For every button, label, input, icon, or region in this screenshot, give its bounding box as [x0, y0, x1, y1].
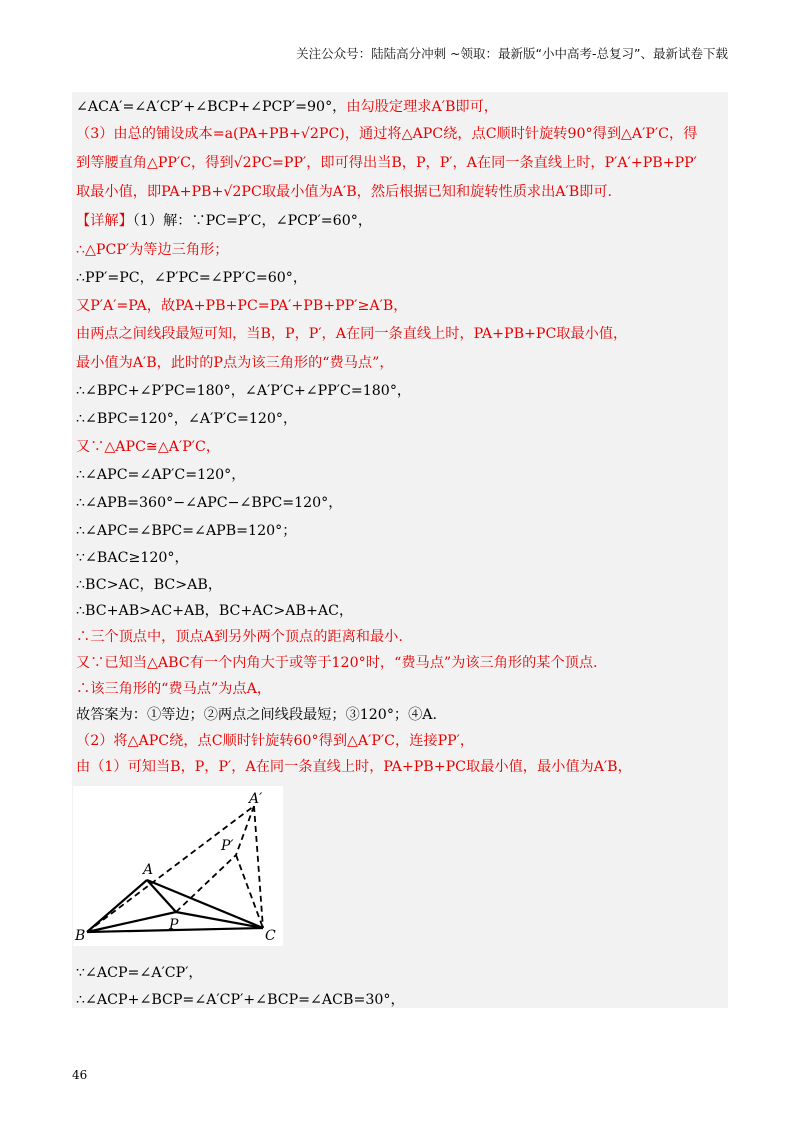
text-line: 故答案为：①等边；②两点之间线段最短；③120°；④A. [76, 707, 438, 723]
solution-content [72, 92, 728, 1008]
text-line: 又∵△APC≅△A′P′C， [76, 439, 221, 455]
text-line: ∴BC+AB>AC+AB，BC+AC>AB+AC， [76, 603, 354, 619]
text-line: 由（1）可知当B，P，P′，A在同一条直线上时，PA+PB+PC取最小值，最小值为A′B， [76, 759, 632, 775]
text-line: ∵∠ACP=∠A′CP′， [76, 965, 203, 981]
text-line: 又∵已知当△ABC有一个内角大于或等于120°时，“费马点”为该三角形的某个顶点. [76, 655, 598, 671]
label-A: A [143, 862, 154, 878]
text-line: ∴∠BPC=120°，∠A′P′C=120°， [76, 411, 298, 427]
segment-AC [147, 880, 263, 928]
label-P-prime: P′ [221, 838, 234, 854]
segment-PA [147, 880, 176, 912]
text-line: ∴三个顶点中，顶点A到另外两个顶点的距离和最小. [76, 629, 403, 645]
text-line: （3）由总的铺设成本=a(PA+PB+√2PC)，通过将△APC绕，点C顺时针旋转90°得到△A′P′C，得 [76, 126, 698, 142]
text-line: ∴∠APC=∠AP′C=120°， [76, 467, 246, 483]
segment-A-prime-C [254, 806, 263, 928]
segment-PC [176, 912, 263, 928]
text-line: 又P′A′=PA，故PA+PB+PC=PA′+PB+PP′≥A′B， [76, 298, 408, 314]
label-C: C [265, 928, 276, 944]
text-line: （2）将△APC绕，点C顺时针旋转60°得到△A′P′C，连接PP′， [76, 733, 475, 749]
text-line: ∠ACA′=∠A′CP′+∠BCP+∠PCP′=90°，由勾股定理求A′B即可， [76, 99, 498, 115]
text-line: 取最小值，即PA+PB+√2PC取最小值为A′B，然后根据已知和旋转性质求出A′B即可. [76, 184, 613, 200]
text-line: ∴BC>AC，BC>AB， [76, 577, 223, 593]
text-line: ∴∠APB=360°−∠APC−∠BPC=120°， [76, 495, 343, 511]
page-number: 46 [72, 1068, 88, 1082]
text-line: 由两点之间线段最短可知，当B，P，P′，A在同一条直线上时，PA+PB+PC取最小值， [76, 326, 628, 342]
text-line: 最小值为A′B，此时的P点为该三角形的“费马点”， [76, 355, 394, 371]
text-line: ∵∠BAC≥120°， [76, 550, 189, 566]
text-line: ∴该三角形的“费马点”为点A， [76, 681, 272, 697]
geometry-figure [73, 786, 283, 946]
label-P: P [169, 917, 179, 933]
text-line: ∴∠BPC+∠P′PC=180°，∠A′P′C+∠PP′C=180°， [76, 383, 412, 399]
page-header: 关注公众号：陆陆高分冲刺 ~领取：最新版“小中高考-总复习”、最新试卷下载 [296, 46, 728, 61]
segment-A-prime-P-prime [236, 806, 254, 855]
geometry-diagram [73, 786, 283, 946]
text-line: 【详解】（1）解：∵PC=P′C，∠PCP′=60°， [76, 213, 373, 229]
text-line: ∴△PCP′为等边三角形； [76, 242, 229, 258]
label-B: B [75, 928, 86, 944]
text-line: 到等腰直角△PP′C，得到√2PC=PP′，即可得出当B，P，P′，A在同一条直线上时，P′A′+PB+PP′ [76, 155, 697, 171]
text-line: ∴PP′=PC，∠P′PC=∠PP′C=60°， [76, 270, 308, 286]
text-line: ∴∠ACP+∠BCP=∠A′CP′+∠BCP=∠ACB=30°， [76, 992, 405, 1008]
segment-BP [87, 912, 176, 932]
label-A-prime: A′ [249, 791, 263, 807]
text-line: ∴∠APC=∠BPC=∠APB=120°； [76, 523, 297, 539]
